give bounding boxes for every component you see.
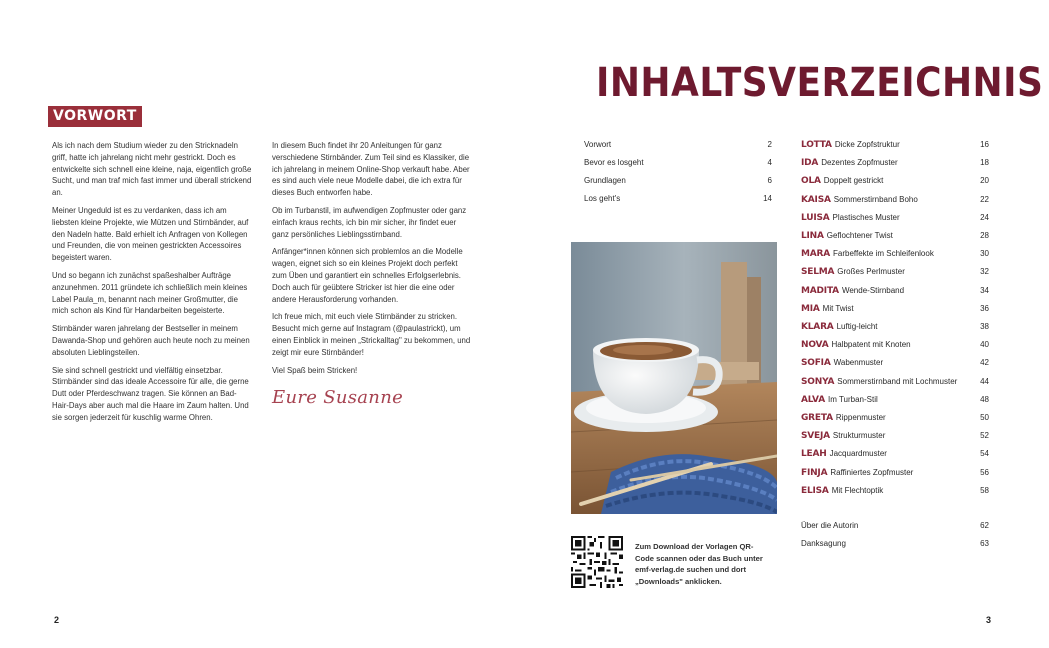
toc-entry-label: Bevor es losgeht [584,158,644,167]
toc-entry-page: 32 [980,267,989,277]
pattern-desc: Luftig-leicht [836,322,878,331]
paragraph: Anfänger*innen können sich problemlos an die Modelle wagen, eignet sich so ein kleines Projekt doch perfekt zum Üben und garantiert ein schnelles Erfolgserlebnis. Doch auch für geübtere Stricker ist hier die eine oder andere Herausforderung vorhanden. [272,247,463,304]
toc-pattern-entry [801,449,989,459]
toc-entry-page: 42 [980,358,989,368]
toc-pattern-entry [801,431,989,441]
pattern-name: MADITA [801,285,839,296]
pattern-name: KLARA [801,322,834,332]
toc-entry-page: 48 [980,394,989,404]
toc-entry-page: 56 [980,467,989,477]
pattern-desc: Mit Twist [822,303,854,313]
pattern-name: SVEJA [801,431,830,442]
paragraph: Ob im Turbanstil, im aufwendigen Zopfmuster oder ganz einfach kraus rechts, ich bin mir sicher, ihr findet euer ganz persönliches Lieblingsstirnband. [272,205,467,239]
toc-entry-page: 16 [980,140,989,149]
toc-entry-page: 54 [980,449,989,459]
pattern-name: LOTTA [801,140,832,150]
pattern-desc: Dicke Zopfstruktur [834,140,900,149]
toc-pattern-entry [801,140,989,150]
foreword-column-1 [52,140,252,430]
pattern-name: LINA [801,231,824,241]
pattern-desc: Großes Perlmuster [837,267,905,277]
pattern-name: ELISA [801,485,829,496]
toc-entry-label: Los geht's [584,194,621,203]
toc-entry-page: 14 [763,194,772,203]
toc-entry-page: 36 [980,303,989,313]
pattern-desc: Raffiniertes Zopfmuster [830,467,914,477]
toc-pattern-entry [801,468,989,478]
toc-pattern-entry [801,231,989,241]
page-number-left: 2 [54,615,60,625]
toc-pattern-entry [801,195,989,205]
toc-entry-page: 6 [767,176,772,185]
toc-patterns-list [801,140,989,560]
toc-entry-page: 50 [980,413,989,422]
toc-entry-page: 22 [980,194,989,204]
toc-entry-label: Vorwort [584,140,612,149]
pattern-name: LUISA [801,212,830,223]
qr-download-note: Zum Download der Vorlagen QR-Code scannen oder das Buch unter emf-verlag.de suchen und dort „Downloads" anklicken. [635,542,763,586]
toc-pattern-entry [801,267,989,277]
foreword-column-2 [272,140,472,382]
pattern-desc: Wabenmuster [833,358,884,368]
toc-entry-page: 40 [980,340,989,350]
toc-entry-page: 62 [980,521,989,530]
toc-entry-page: 44 [980,376,989,386]
toc-entry-page: 28 [980,231,989,240]
pattern-desc: Wende-Stirnband [841,285,905,295]
toc-entry [801,539,989,548]
toc-entry-page: 2 [767,140,772,149]
toc-entry [801,521,989,530]
qr-code [571,536,623,588]
pattern-desc: Sommerstirnband mit Lochmuster [837,376,958,386]
pattern-desc: Im Turban-Stil [827,394,878,404]
paragraph: Und so begann ich zunächst spaßeshalber Aufträge anzunehmen. 2011 gründete ich schließlich mein kleines Label Paula_m, benannt nach meiner Großmutter, die mich schon als Kind für Handarbeiten begeisterte. [52,270,248,316]
toc-pattern-entry [801,158,989,168]
paragraph: Sie sind schnell gestrickt und vielfältig einsetzbar. Stirnbänder sind das ideale Accessoire für alle, die gerne Dutt oder Pferdeschwanz tragen. Sie können an Bad-Hair-Days aber auch mal die Haare im Zaum halten. Und sie sorgen jederzeit für kuschlig warme Ohren. [52,365,249,422]
pattern-name: FINJA [801,467,828,478]
photo-illustration [571,242,777,514]
toc-pattern-entry [801,304,989,314]
pattern-desc: Plastisches Muster [832,212,900,222]
paragraph: Als ich nach dem Studium wieder zu den Stricknadeln griff, hatte ich jahrelang nicht mehr gestrickt. Doch es entwickelte sich schnell eine kleine, naja, eigentlich große Sucht, und man traf mich fast immer und überall strickend an. [52,141,252,198]
paragraph: Ich freue mich, mit euch viele Stirnbänder zu stricken. Besucht mich gerne auf Instagram (@paulastrickt), um einen Einblick in meinen „Strickalltag" zu bekommen, und zeigt mir eure Stirnbänder! [272,312,471,357]
toc-pattern-entry [801,213,989,223]
pattern-desc: Jacquardmuster [829,449,887,459]
toc-pattern-entry [801,322,989,332]
page-title: INHALTSVERZEICHNIS [596,60,1044,106]
toc-entry-label: Grundlagen [584,176,626,185]
toc-pattern-entry [801,377,989,387]
paragraph: In diesem Buch findet ihr 20 Anleitungen für ganz verschiedene Stirnbänder. Zum Teil sind es Klassiker, die ich jahrelang in meinem Online-Shop verkauft habe. Aber es sind auch viele neue Modelle dabei, die ich extra für dieses Buch entworfen habe. [272,141,470,198]
pattern-desc: Mit Flechtoptik [831,485,884,495]
toc-pattern-entry [801,340,989,350]
pattern-name: ALVA [801,394,825,405]
toc-entry-page: 63 [980,539,989,548]
toc-pattern-entry [801,486,989,496]
toc-pattern-entry [801,413,989,423]
pattern-name: IDA [801,158,819,169]
pattern-name: KAISA [801,194,831,205]
toc-entry-page: 38 [980,322,989,331]
pattern-name: SELMA [801,267,835,278]
pattern-name: LEAH [801,449,827,460]
toc-entry-page: 20 [980,176,989,186]
toc-entry-page: 24 [980,212,989,222]
qr-code-icon [571,536,623,588]
pattern-desc: Doppelt gestrickt [823,176,884,186]
toc-left-list [584,140,772,220]
pattern-desc: Halbpatent mit Knoten [831,340,911,350]
pattern-name: MARA [801,249,831,260]
toc-entry-label: Über die Autorin [801,521,859,530]
pattern-desc: Dezentes Zopfmuster [821,158,898,168]
pattern-desc: Farbeffekte im Schleifenlook [833,249,934,259]
toc-entry-page: 52 [980,431,989,441]
photo-coffee-knitting [571,242,777,514]
pattern-desc: Strukturmuster [832,431,886,441]
pattern-desc: Sommerstirnband Boho [833,194,918,204]
pattern-desc: Geflochtener Twist [826,231,893,240]
pattern-name: MIA [801,303,820,314]
toc-pattern-entry [801,286,989,296]
toc-entry [584,194,772,203]
toc-entry-page: 18 [980,158,989,168]
pattern-name: GRETA [801,413,833,423]
toc-pattern-entry [801,176,989,186]
toc-entry-page: 34 [980,285,989,295]
toc-pattern-entry [801,249,989,259]
toc-entry [584,158,772,167]
pattern-name: NOVA [801,340,829,351]
section-label-vorwort: VORWORT [48,106,142,127]
page-number-right: 3 [986,615,992,625]
pattern-name: OLA [801,176,821,187]
toc-entry [584,176,772,185]
toc-pattern-entry [801,395,989,405]
toc-entry-page: 58 [980,485,989,495]
pattern-desc: Rippenmuster [835,413,886,422]
pattern-name: SOFIA [801,358,831,369]
toc-entry-page: 4 [767,158,772,167]
paragraph: Viel Spaß beim Stricken! [272,365,358,375]
paragraph: Stirnbänder waren jahrelang der Bestseller in meinem Dawanda-Shop und gehören auch heute noch zu meinen absoluten Lieblingsteilen. [52,324,250,357]
toc-entry [584,140,772,149]
toc-pattern-entry [801,358,989,368]
toc-entry-page: 30 [980,249,989,259]
toc-entry-label: Danksagung [801,539,846,548]
paragraph: Meiner Ungeduld ist es zu verdanken, dass ich am liebsten kleine Projekte, wie Mützen und Stirnbänder, auf den Nadeln hatte. Bald erhielt ich Anfragen von Kollegen und Freunden, die von meinen gestrickten Accessoires begeistert waren. [52,205,249,263]
pattern-name: SONYA [801,376,835,387]
signature: Eure Susanne [272,387,404,408]
